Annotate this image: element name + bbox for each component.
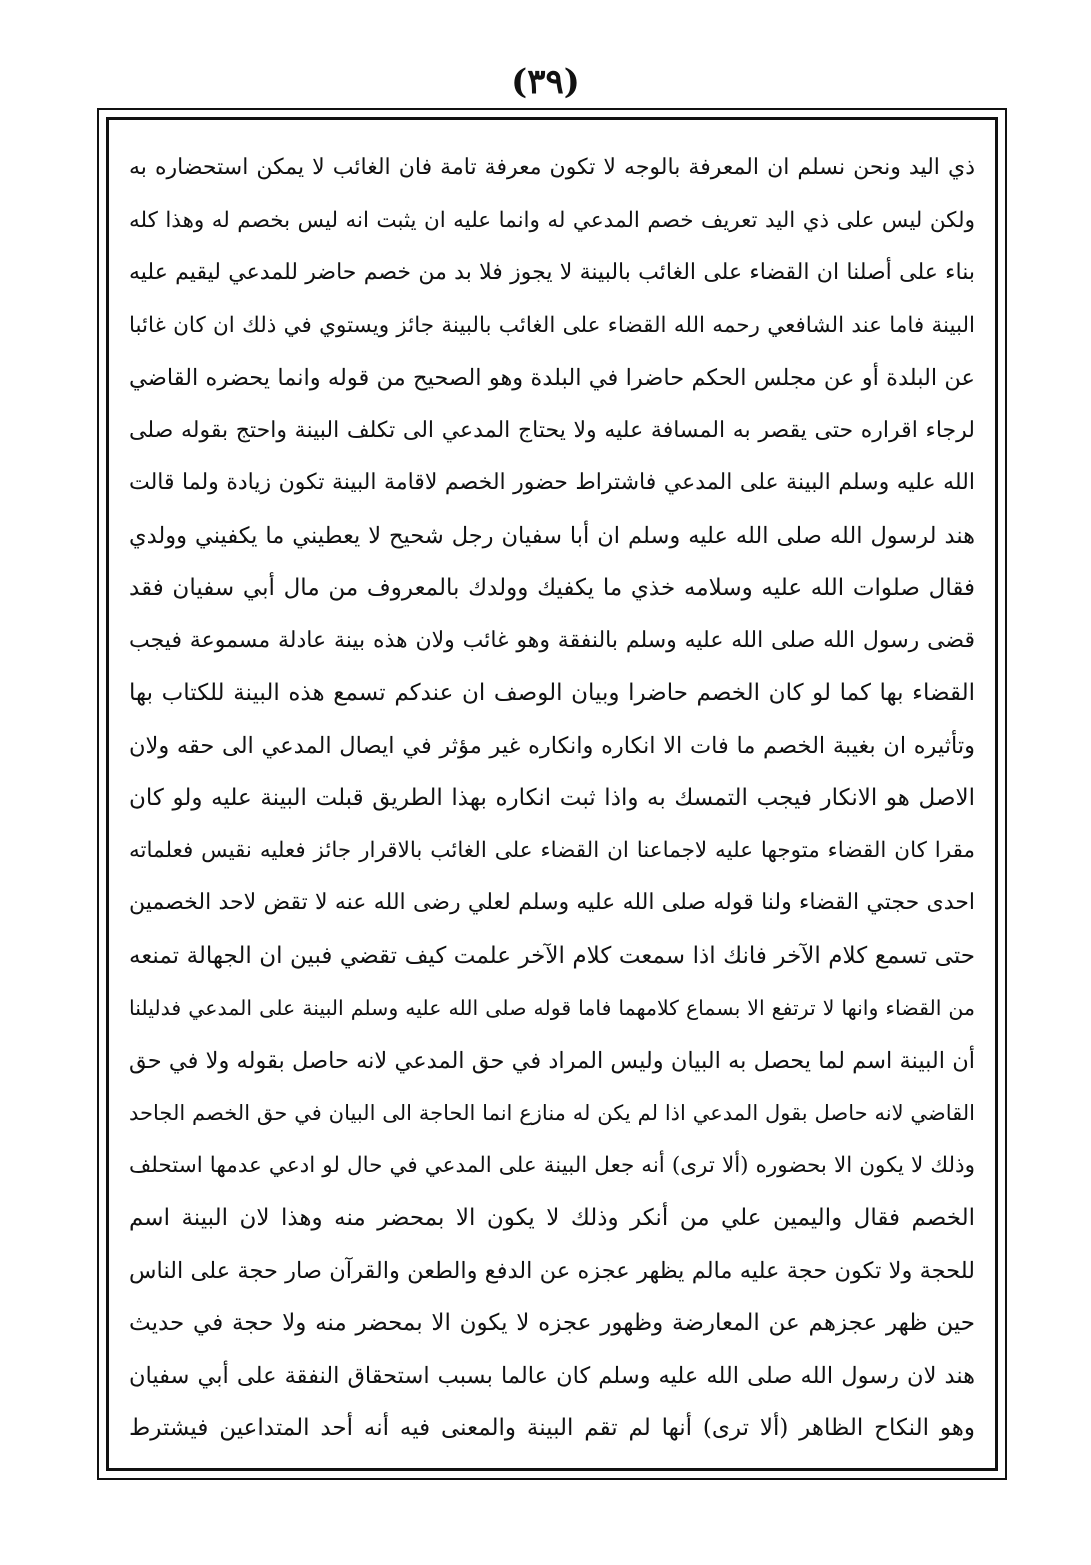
text-line: حتى تسمع كلام الآخر فانك اذا سمعت كلام الآخر علمت كيف تقضي فبين ان الجهالة تمنعه — [129, 942, 975, 969]
text-line: عن البلدة أو عن مجلس الحكم حاضرا في البلدة وهو الصحيح من قوله وانما يحضره القاضي — [129, 365, 975, 391]
text-line: الله عليه وسلم البينة على المدعي فاشتراط حضور الخصم لاقامة البينة تكون زيادة ولما قالت — [129, 470, 975, 495]
text-line: الاصل هو الانكار فيجب التمسك به واذا ثبت انكاره بهذا الطريق قبلت البينة عليه ولو كان — [129, 785, 975, 811]
text-line: من القضاء وانها لا ترتفع الا بسماع كلامهما فاما قوله صلى الله عليه وسلم البينة على المدعي فدليلنا — [129, 996, 975, 1020]
text-line: للحجة ولا تكون حجة عليه مالم يظهر عجزه عن الدفع والطعن والقرآن صار حجة على الناس — [129, 1257, 975, 1284]
text-line: لرجاء اقراره حتى يقصر به المسافة عليه ولا يحتاج المدعي الى تكلف البينة واحتج بقوله صلى — [129, 417, 975, 443]
text-line: قضى رسول الله صلى الله عليه وسلم بالنفقة وهو غائب ولان هذه بينة عادلة مسموعة فيجب — [129, 627, 975, 653]
text-line: القضاء بها كما لو كان الخصم حاضرا وبيان الوصف ان عندكم تسمع هذه البينة للكتاب بها — [129, 680, 975, 706]
text-line: وهو النكاح الظاهر (ألا ترى) أنها لم تقم البينة والمعنى فيه أنه أحد المتداعين فيشترط — [129, 1415, 975, 1441]
text-line: القاضي لانه حاصل بقول المدعي اذا لم يكن له منازع انما الحاجة الى البيان في حق الخصم الجاحد — [129, 1101, 975, 1125]
text-line: ولكن ليس على ذي اليد تعريف خصم المدعي له وانما عليه ان يثبت انه ليس بخصم له وهذا كله — [129, 207, 975, 233]
text-line: وتأثيره ان بغيبة الخصم ما فات الا انكاره وانكاره غير مؤثر في ايصال المدعي الى حقه ولان — [129, 732, 975, 759]
main-text — [129, 142, 975, 1455]
text-line: البينة فاما عند الشافعي رحمه الله القضاء على الغائب بالبينة جائز ويستوي في ذلك ان كان غائبا — [129, 312, 975, 338]
text-line: هند لان رسول الله صلى الله عليه وسلم كان عالما بسبب استحقاق النفقة على أبي سفيان — [129, 1362, 975, 1389]
text-line: مقرا كان القضاء متوجها عليه لاجماعنا ان القضاء على الغائب بالاقرار جائز فعليه نقيس فعلماته — [129, 837, 975, 863]
text-line: الخصم فقال واليمين علي من أنكر وذلك لا يكون الا بمحضر منه وهذا لان البينة اسم — [129, 1205, 975, 1231]
text-line: هند لرسول الله صلى الله عليه وسلم ان أبا سفيان رجل شحيح لا يعطيني ما يكفيني وولدي — [129, 522, 975, 549]
page-number: (٣٩) — [511, 62, 580, 102]
page-frame-inner — [106, 117, 998, 1471]
text-line: حين ظهر عجزهم عن المعارضة وظهور عجزه لا يكون الا بمحضر منه ولا حجة في حديث — [129, 1310, 975, 1336]
text-line: ذي اليد ونحن نسلم ان المعرفة بالوجه لا تكون معرفة تامة فان الغائب لا يمكن استحضاره به — [129, 155, 975, 180]
text-line: وذلك لا يكون الا بحضوره (ألا ترى) أنه جعل البينة على المدعي في حال لو ادعي عدمها استحلف — [129, 1152, 975, 1178]
text-line: احدى حجتي القضاء ولنا قوله صلى الله عليه وسلم لعلي رضى الله عنه لا تقض لاحد الخصمين — [129, 890, 975, 915]
page-frame — [97, 108, 1007, 1480]
text-line: بناء على أصلنا ان القضاء على الغائب بالبينة لا يجوز فلا بد من خصم حاضر للمدعي ليقيم عليه — [129, 260, 975, 285]
text-line: فقال صلوات الله عليه وسلامه خذي ما يكفيك وولدك بالمعروف من مال أبي سفيان فقد — [129, 575, 975, 601]
text-line: أن البينة اسم لما يحصل به البيان وليس المراد في حق المدعي لانه حاصل بقوله ولا في حق — [129, 1047, 975, 1074]
